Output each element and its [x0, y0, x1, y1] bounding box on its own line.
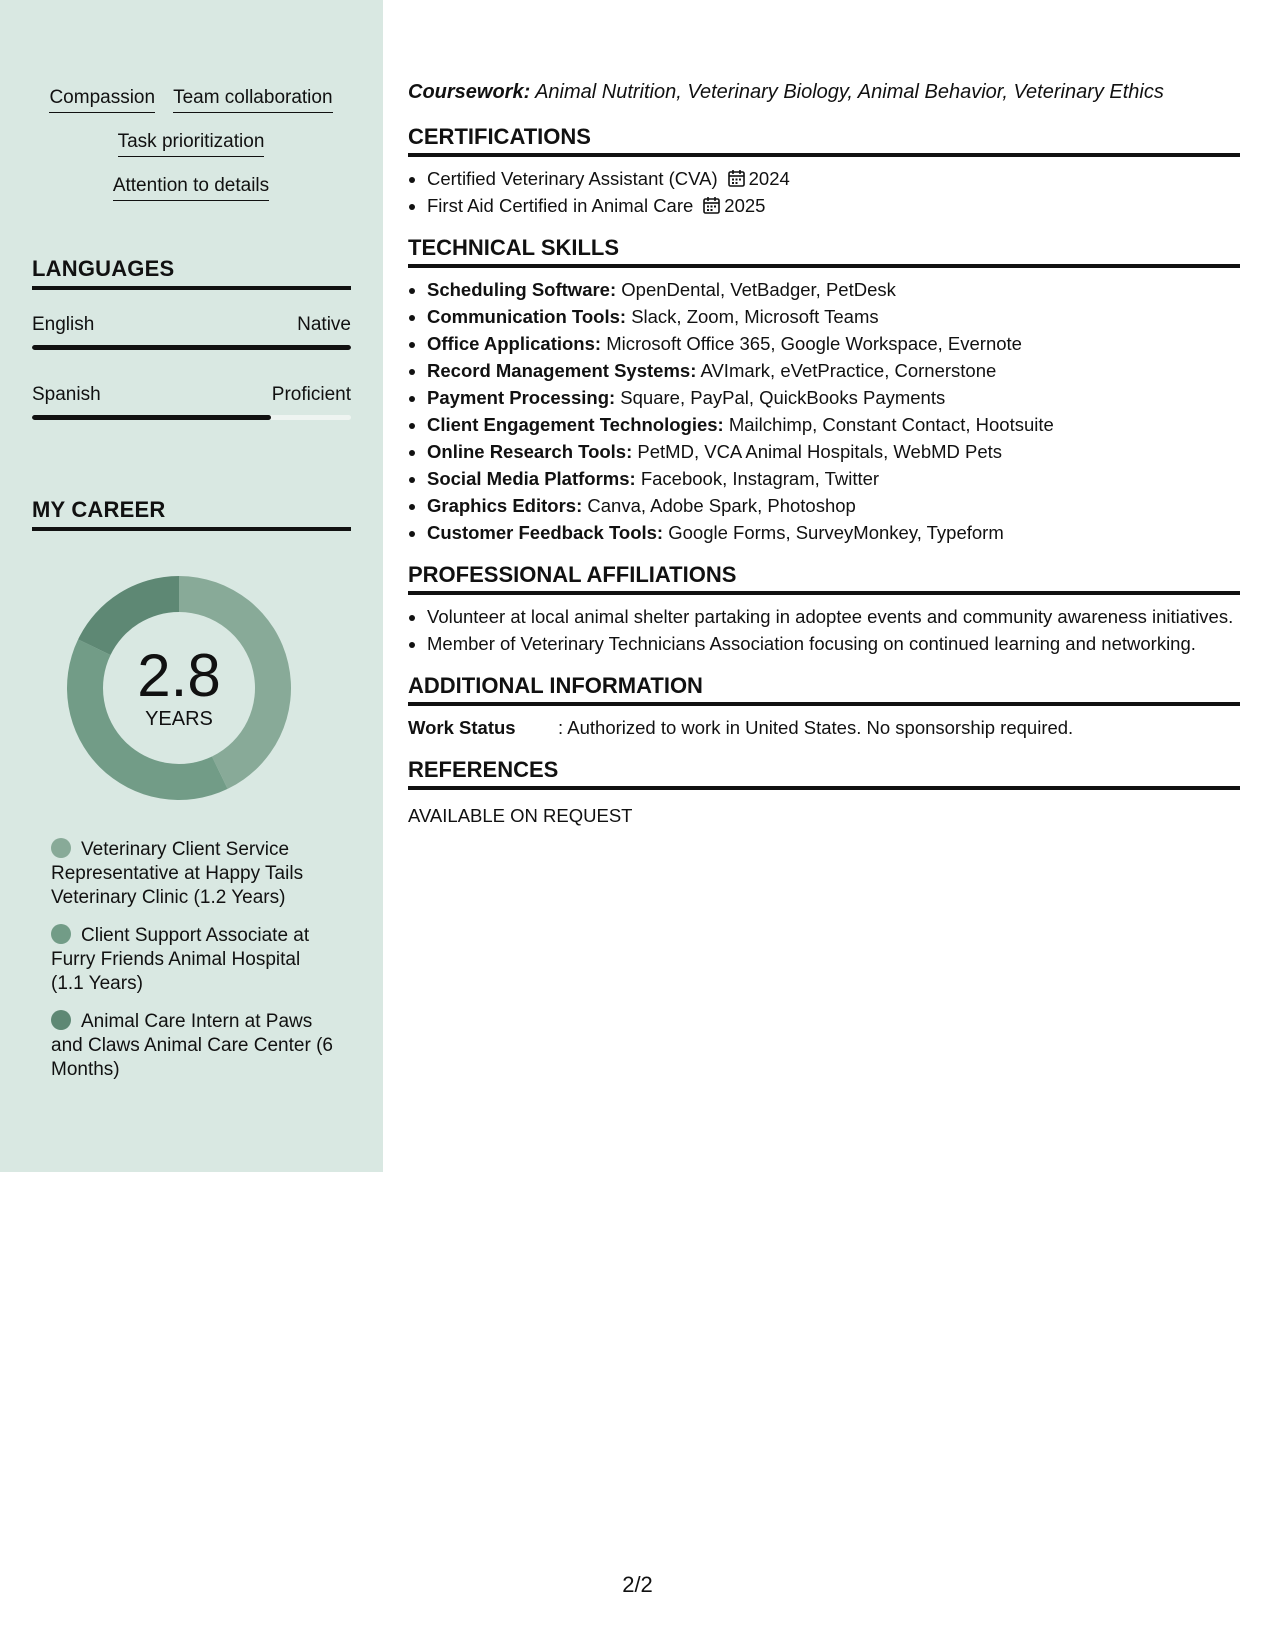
technical-skill-item: • Customer Feedback Tools: Google Forms, SurveyMonkey, Typeform: [427, 519, 1240, 546]
references-heading: REFERENCES: [408, 757, 1240, 790]
technical-skill-item: • Online Research Tools: PetMD, VCA Animal Hospitals, WebMD Pets: [427, 438, 1240, 465]
career-item-text: Veterinary Client Service Representative at Happy Tails Veterinary Clinic (1.2 Years): [51, 839, 304, 908]
language-spanish: [32, 383, 351, 420]
work-status-row: [408, 714, 1240, 741]
affiliations-heading: PROFESSIONAL AFFILIATIONS: [408, 562, 1240, 595]
technical-skill-item: • Payment Processing: Square, PayPal, QuickBooks Payments: [427, 384, 1240, 411]
technical-skill-item: • Office Applications: Microsoft Office 365, Google Workspace, Evernote: [427, 330, 1240, 357]
coursework-text: Animal Nutrition, Veterinary Biology, Animal Behavior, Veterinary Ethics: [535, 81, 1164, 103]
coursework: [408, 78, 1240, 106]
calendar-icon: [728, 169, 745, 187]
legend-dot: [51, 1010, 71, 1030]
legend-dot: [51, 924, 71, 944]
main-content: [408, 78, 1240, 845]
language-name: Spanish: [32, 384, 101, 405]
calendar-icon: [703, 196, 720, 214]
language-bar: [32, 345, 351, 350]
career-item: [51, 924, 336, 996]
language-english: [32, 313, 351, 350]
career-heading: MY CAREER: [32, 497, 351, 531]
technical-skills-heading: TECHNICAL SKILLS: [408, 235, 1240, 268]
technical-skill-item: • Graphics Editors: Canva, Adobe Spark, Photoshop: [427, 492, 1240, 519]
skills-tags: [32, 86, 350, 218]
certification-name: First Aid Certified in Animal Care: [427, 195, 694, 216]
technical-skill-item: • Scheduling Software: OpenDental, VetBadger, PetDesk: [427, 276, 1240, 303]
languages-heading: LANGUAGES: [32, 256, 351, 290]
career-total-value: 2.8: [137, 642, 221, 709]
language-bar-fill: [32, 415, 271, 420]
certification-item: [427, 192, 1240, 219]
skill-tag: Task prioritization: [118, 130, 265, 157]
technical-skill-item: • Client Engagement Technologies: Mailchimp, Constant Contact, Hootsuite: [427, 411, 1240, 438]
language-level: Proficient: [271, 384, 351, 405]
additional-info-section: [408, 673, 1240, 741]
page-number: 2/2: [622, 1572, 653, 1597]
sidebar: [0, 0, 383, 1172]
additional-info-heading: ADDITIONAL INFORMATION: [408, 673, 1240, 706]
career-item-text: Animal Care Intern at Paws and Claws Animal Care Center (6 Months): [51, 1011, 333, 1080]
technical-skill-item: • Record Management Systems: AVImark, eVetPractice, Cornerstone: [427, 357, 1240, 384]
career-legend: [51, 838, 336, 1096]
affiliation-item: • Member of Veterinary Technicians Association focusing on continued learning and networking.: [427, 630, 1240, 657]
certification-year: 2025: [724, 195, 766, 216]
language-level: Native: [297, 314, 351, 335]
certification-item: [427, 165, 1240, 192]
career-total-unit: YEARS: [145, 708, 213, 730]
coursework-label: Coursework:: [408, 81, 531, 103]
technical-skill-item: • Social Media Platforms: Facebook, Instagram, Twitter: [427, 465, 1240, 492]
career-donut-chart: [67, 576, 291, 800]
certifications-section: [408, 124, 1240, 219]
language-bar-fill: [32, 345, 351, 350]
legend-dot: [51, 838, 71, 858]
skill-tag: Compassion: [49, 86, 155, 113]
affiliations-section: [408, 562, 1240, 657]
skill-tag: Team collaboration: [173, 86, 332, 113]
career-item: [51, 838, 336, 910]
language-bar: [32, 415, 351, 420]
technical-skills-section: [408, 235, 1240, 546]
career-item: [51, 1010, 336, 1082]
certification-year: 2024: [748, 168, 790, 189]
technical-skill-item: • Communication Tools: Slack, Zoom, Microsoft Teams: [427, 303, 1240, 330]
work-status-value: : Authorized to work in United States. No sponsorship required.: [558, 717, 1074, 738]
references-text: AVAILABLE ON REQUEST: [408, 805, 633, 826]
affiliation-item: • Volunteer at local animal shelter partaking in adoptee events and community awareness initiatives.: [427, 603, 1240, 630]
skill-tag: Attention to details: [113, 174, 269, 201]
work-status-label: Work Status: [408, 717, 516, 738]
references-section: [408, 757, 1240, 829]
certification-name: Certified Veterinary Assistant (CVA): [427, 168, 718, 189]
language-name: English: [32, 314, 95, 335]
career-item-text: Client Support Associate at Furry Friends Animal Hospital (1.1 Years): [51, 925, 310, 994]
certifications-heading: CERTIFICATIONS: [408, 124, 1240, 157]
